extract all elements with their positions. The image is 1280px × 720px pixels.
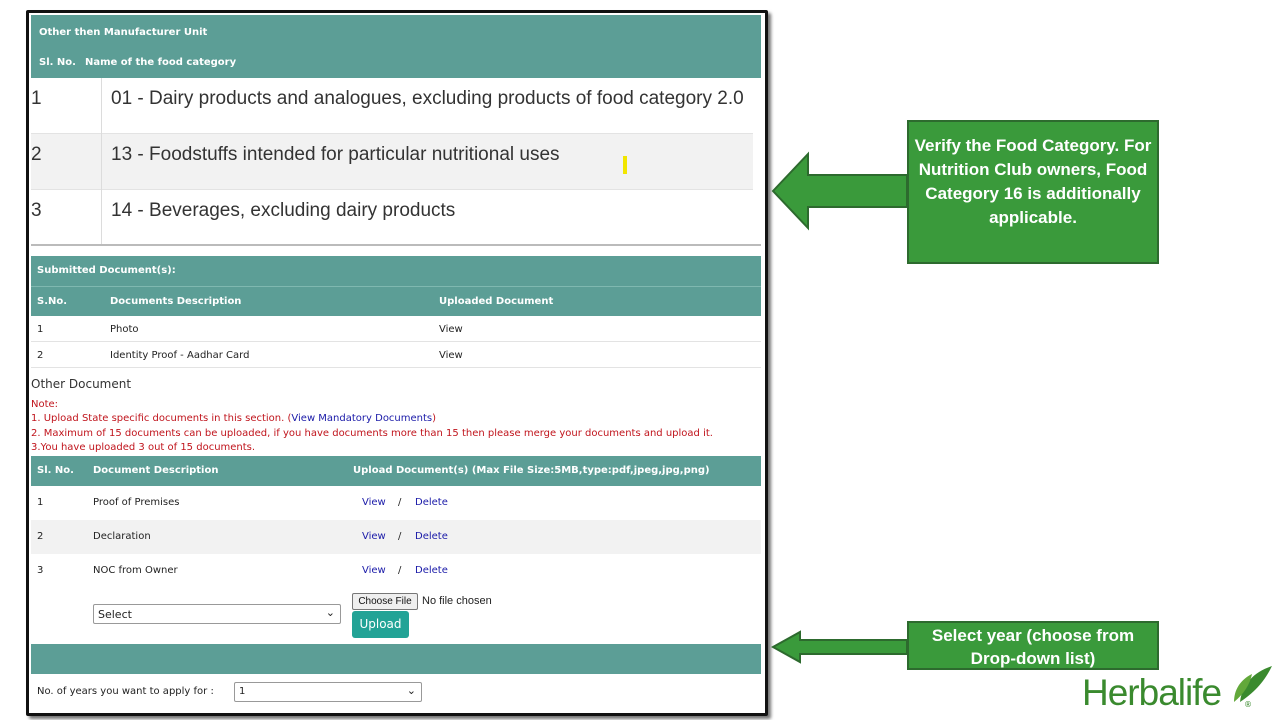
years-label: No. of years you want to apply for : <box>37 686 214 697</box>
note-line-3: 3.You have uploaded 3 out of 15 documents. <box>31 442 256 453</box>
food-category-row <box>31 190 753 246</box>
link-separator: / <box>398 497 402 508</box>
view-link[interactable]: View <box>362 531 386 542</box>
registered-mark: ® <box>1244 700 1252 709</box>
col-uploaded-document: Uploaded Document <box>439 296 554 307</box>
arrow-left-icon <box>770 629 910 665</box>
years-select-value: 1 <box>239 686 246 697</box>
food-category-name: 13 - Foodstuffs intended for particular nutritional uses <box>111 144 560 165</box>
row-number: 2 <box>31 144 42 165</box>
food-category-row <box>31 134 753 190</box>
section-divider-bar <box>31 644 761 674</box>
select-year-callout: Select year (choose from Drop-down list) <box>907 621 1159 670</box>
document-description: Proof of Premises <box>93 497 180 508</box>
table-row <box>31 520 761 554</box>
choose-file-button[interactable]: Choose File <box>352 593 418 610</box>
column-divider <box>101 134 102 190</box>
row-number: 3 <box>31 200 42 221</box>
delete-link[interactable]: Delete <box>415 531 448 542</box>
screenshot-frame <box>26 10 768 716</box>
chevron-down-icon: ⌄ <box>325 606 335 619</box>
delete-link[interactable]: Delete <box>415 565 448 576</box>
row-number: 1 <box>37 497 44 508</box>
food-category-row <box>31 78 753 134</box>
chevron-down-icon: ⌄ <box>406 684 416 697</box>
row-number: 1 <box>31 88 42 109</box>
col-sl-no: Sl. No. <box>39 57 76 68</box>
view-link[interactable]: View <box>439 350 463 361</box>
submitted-documents-title: Submitted Document(s): <box>37 265 176 276</box>
link-separator: / <box>398 565 402 576</box>
food-category-callout: Verify the Food Category. For Nutrition Club owners, Food Category 16 is additionally applicable. <box>907 120 1159 264</box>
link-separator: / <box>398 531 402 542</box>
document-description: Photo <box>110 324 139 335</box>
col-upload-documents: Upload Document(s) (Max File Size:5MB,type:pdf,jpeg,jpg,png) <box>353 465 710 476</box>
other-documents-header <box>31 456 761 486</box>
document-description: Identity Proof - Aadhar Card <box>110 350 250 361</box>
arrow-left-icon <box>770 150 910 232</box>
submitted-documents-title-bar <box>31 256 761 286</box>
food-category-name: 14 - Beverages, excluding dairy products <box>111 200 456 221</box>
row-number: 2 <box>37 350 44 361</box>
leaf-icon <box>1232 662 1276 706</box>
column-divider <box>101 190 102 246</box>
logo-text: Herbalife <box>1082 672 1222 713</box>
view-link[interactable]: View <box>362 497 386 508</box>
submitted-documents-header <box>31 286 761 316</box>
row-number: 3 <box>37 565 44 576</box>
view-link[interactable]: View <box>439 324 463 335</box>
highlight-mark <box>623 156 627 174</box>
document-type-select[interactable] <box>93 604 341 624</box>
note-label: Note: <box>31 399 59 410</box>
col-sl-no: Sl. No. <box>37 465 74 476</box>
view-mandatory-documents-link[interactable]: View Mandatory Documents <box>291 413 433 424</box>
note-1-prefix: 1. Upload State specific documents in this section. ( <box>31 413 292 424</box>
document-description: NOC from Owner <box>93 565 178 576</box>
note-line-2: 2. Maximum of 15 documents can be uploaded, if you have documents more than 15 then please merge your documents and upload it. <box>31 428 713 439</box>
table-row <box>31 342 761 368</box>
col-documents-description: Documents Description <box>110 296 242 307</box>
section-divider <box>31 244 761 246</box>
delete-link[interactable]: Delete <box>415 497 448 508</box>
note-1-suffix: ) <box>432 413 437 424</box>
food-category-name: 01 - Dairy products and analogues, excluding products of food category 2.0 <box>111 88 744 109</box>
note-line-1 <box>31 413 436 424</box>
document-description: Declaration <box>93 531 151 542</box>
column-divider <box>101 78 102 134</box>
table-row <box>31 486 761 520</box>
row-number: 1 <box>37 324 44 335</box>
document-type-select-value: Select <box>98 608 132 621</box>
herbalife-logo <box>1080 662 1276 718</box>
row-number: 2 <box>37 531 44 542</box>
food-category-section-title: Other then Manufacturer Unit <box>39 27 208 38</box>
table-row <box>31 316 761 342</box>
upload-button[interactable]: Upload <box>352 611 409 638</box>
file-status-text: No file chosen <box>422 595 492 607</box>
view-link[interactable]: View <box>362 565 386 576</box>
col-sno: S.No. <box>37 296 68 307</box>
years-select[interactable] <box>234 682 422 702</box>
col-document-description: Document Description <box>93 465 219 476</box>
col-food-category-name: Name of the food category <box>85 57 237 68</box>
food-category-header <box>31 15 761 78</box>
food-category-list <box>31 78 753 248</box>
table-row <box>31 554 761 588</box>
other-document-title: Other Document <box>31 377 132 391</box>
